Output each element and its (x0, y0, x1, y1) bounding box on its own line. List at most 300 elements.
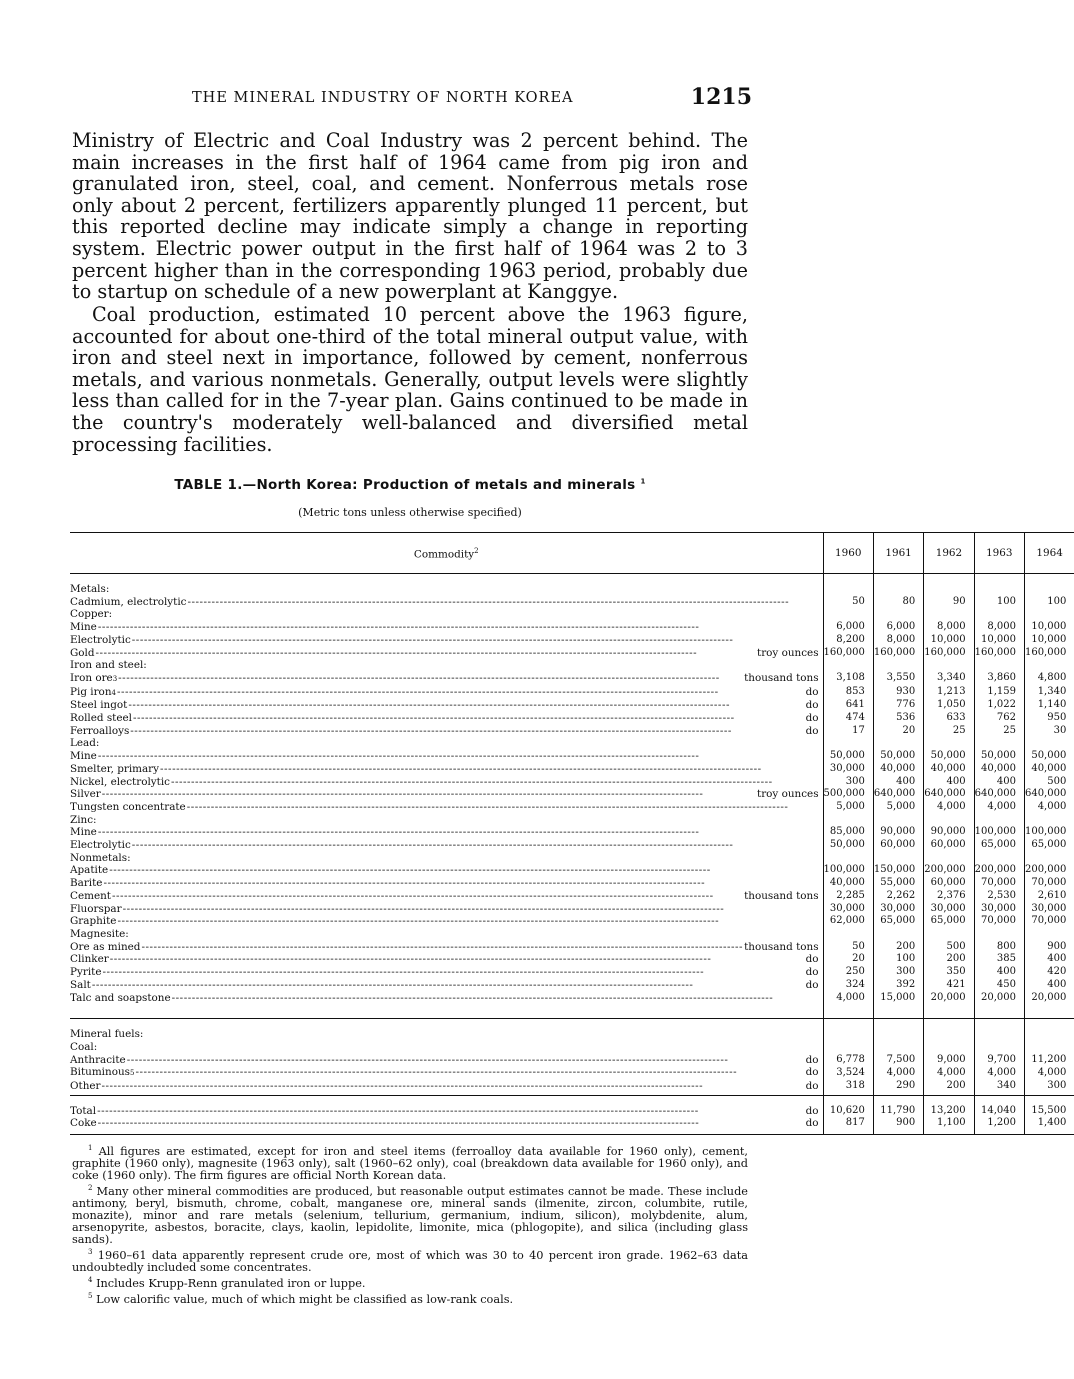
value-cell: 50,000 (873, 750, 923, 763)
value-cell: 30,000 (823, 763, 873, 776)
table-row (70, 672, 1074, 686)
commodity-cell (70, 659, 823, 672)
value-cell: 4,000 (823, 992, 873, 1005)
commodity-name: Steel ingot (70, 699, 128, 712)
value-cell: 50,000 (974, 750, 1024, 763)
table-row (70, 1105, 1074, 1118)
value-cell (924, 1028, 974, 1041)
value-cell (974, 928, 1024, 941)
value-cell: 50,000 (823, 750, 873, 763)
value-cell: 4,000 (1024, 801, 1074, 814)
dot-leader (123, 903, 818, 916)
value-cell (974, 1041, 1024, 1054)
commodity-leader (70, 621, 823, 634)
value-cell: 10,620 (823, 1105, 873, 1118)
value-cell: 8,200 (823, 634, 873, 647)
commodity-cell (70, 596, 823, 609)
value-cell: 400 (924, 776, 974, 789)
table-row (70, 1041, 1074, 1054)
value-cell: 30,000 (1024, 903, 1074, 916)
value-cell (974, 583, 1024, 596)
dot-leader (187, 801, 818, 814)
table-row (70, 928, 1074, 941)
commodity-leader (70, 941, 823, 954)
value-cell (924, 852, 974, 865)
commodity-cell (70, 1041, 823, 1054)
table-row (70, 1028, 1074, 1041)
value-cell: 25 (924, 725, 974, 738)
footnote-mark: 2 (88, 1184, 93, 1193)
commodity-name: Clinker (70, 953, 109, 966)
commodity-leader (70, 1117, 823, 1130)
value-cell (823, 737, 873, 750)
value-cell: 1,100 (924, 1117, 974, 1130)
value-cell: 160,000 (1024, 647, 1074, 660)
commodity-name: Mineral fuels: (70, 1028, 144, 1041)
table-row (70, 634, 1074, 647)
value-cell: 640,000 (974, 788, 1024, 801)
separator-cell (1024, 1019, 1074, 1029)
commodity-cell (70, 672, 823, 686)
separator-cell (924, 1004, 974, 1019)
value-cell: 40,000 (924, 763, 974, 776)
dot-leader (160, 763, 818, 776)
value-cell (924, 659, 974, 672)
value-cell: 30,000 (974, 903, 1024, 916)
running-title: THE MINERAL INDUSTRY OF NORTH KOREA (192, 90, 574, 106)
commodity-name: Electrolytic (70, 633, 131, 646)
commodity-name: Salt (70, 978, 91, 991)
table-row (70, 890, 1074, 903)
table-row (70, 903, 1074, 916)
value-cell: 160,000 (974, 647, 1024, 660)
value-cell (924, 1041, 974, 1054)
separator-cell (70, 1004, 823, 1019)
value-cell: 4,000 (1024, 1066, 1074, 1080)
table-row (70, 953, 1074, 966)
dot-leader (98, 1117, 805, 1130)
value-cell: 15,000 (873, 992, 923, 1005)
value-cell (823, 852, 873, 865)
value-cell: 3,340 (924, 672, 974, 686)
commodity-leader (70, 763, 823, 776)
value-cell: 290 (873, 1080, 923, 1093)
value-cell: 20,000 (924, 992, 974, 1005)
value-cell: 6,000 (823, 621, 873, 634)
commodity-name: Coke (70, 1117, 97, 1130)
value-cell: 4,800 (1024, 672, 1074, 686)
value-cell: 70,000 (1024, 877, 1074, 890)
commodity-leader (70, 596, 823, 609)
table-row (70, 941, 1074, 954)
value-cell: 160,000 (924, 647, 974, 660)
separator-cell (974, 1095, 1024, 1105)
dot-leader (117, 686, 805, 699)
value-cell: 80 (873, 596, 923, 609)
commodity-name: Total (70, 1104, 97, 1117)
value-cell: 65,000 (873, 915, 923, 928)
value-cell: 420 (1024, 966, 1074, 979)
commodity-leader (70, 1080, 823, 1093)
commodity-cell (70, 979, 823, 992)
dot-leader (112, 890, 743, 903)
value-cell (1024, 1028, 1074, 1041)
value-cell: 100,000 (823, 864, 873, 877)
table-row (70, 814, 1074, 827)
footnote (72, 1182, 748, 1246)
commodity-leader (70, 903, 823, 916)
commodity-cell (70, 647, 823, 660)
value-cell: 400 (873, 776, 923, 789)
value-cell (1024, 852, 1074, 865)
commodity-name: Other (70, 1080, 101, 1093)
value-cell: 50 (823, 941, 873, 954)
value-cell: 6,778 (823, 1054, 873, 1067)
value-cell: 350 (924, 966, 974, 979)
value-cell: 65,000 (974, 839, 1024, 852)
value-cell: 62,000 (823, 915, 873, 928)
value-cell: 474 (823, 712, 873, 725)
table-subtitle: (Metric tons unless otherwise specified) (298, 506, 522, 519)
value-cell: 25 (974, 725, 1024, 738)
value-cell: 100,000 (974, 826, 1024, 839)
commodity-cell (70, 890, 823, 903)
commodity-leader (70, 915, 823, 928)
commodity-footnote-mark: 4 (111, 688, 116, 697)
value-cell: 500,000 (823, 788, 873, 801)
commodity-cell (70, 941, 823, 954)
value-cell: 392 (873, 979, 923, 992)
table-row (70, 699, 1074, 712)
commodity-unit: do (805, 685, 819, 698)
dot-leader (172, 992, 818, 1005)
dot-leader (110, 953, 805, 966)
table-row (70, 596, 1074, 609)
commodity-cell (70, 699, 823, 712)
commodity-unit: do (805, 1066, 819, 1079)
value-cell: 817 (823, 1117, 873, 1130)
commodity-cell (70, 928, 823, 941)
value-cell (823, 1041, 873, 1054)
commodity-name: Silver (70, 788, 101, 801)
value-cell: 9,000 (924, 1054, 974, 1067)
commodity-name: Iron and steel: (70, 659, 147, 672)
commodity-name: Copper: (70, 608, 113, 621)
value-cell: 30,000 (823, 903, 873, 916)
commodity-leader (70, 966, 823, 979)
commodity-leader (70, 877, 823, 890)
table-title-footnote-mark: 1 (640, 477, 646, 486)
commodity-unit: troy ounces (757, 788, 819, 801)
value-cell: 17 (823, 725, 873, 738)
footnote (72, 1246, 748, 1274)
dot-leader (109, 864, 817, 877)
value-cell (974, 814, 1024, 827)
value-cell: 318 (823, 1080, 873, 1093)
value-cell: 1,213 (924, 686, 974, 700)
value-cell: 40,000 (823, 877, 873, 890)
commodity-cell (70, 1054, 823, 1067)
value-cell: 70,000 (974, 915, 1024, 928)
value-cell: 60,000 (924, 877, 974, 890)
table-row (70, 864, 1074, 877)
table-row (70, 737, 1074, 750)
commodity-cell (70, 737, 823, 750)
commodity-cell (70, 763, 823, 776)
commodity-leader (70, 890, 823, 903)
dot-leader (135, 1066, 804, 1079)
commodity-name: Magnesite: (70, 927, 129, 940)
commodity-cell (70, 953, 823, 966)
value-cell: 100 (1024, 596, 1074, 609)
value-cell: 900 (1024, 941, 1074, 954)
commodity-unit: do (805, 1117, 819, 1130)
dot-leader (127, 1054, 805, 1067)
table-title-text: TABLE 1.—North Korea: Production of metals and minerals (174, 477, 636, 493)
value-cell: 1,022 (974, 699, 1024, 712)
value-cell: 100 (873, 953, 923, 966)
dot-leader (98, 826, 818, 839)
header-commodity (70, 533, 823, 574)
commodity-leader (70, 864, 823, 877)
value-cell: 70,000 (1024, 915, 1074, 928)
value-cell: 421 (924, 979, 974, 992)
table-row (70, 647, 1074, 660)
commodity-name: Apatite (70, 864, 109, 877)
spacer-row (70, 574, 1074, 584)
separator-cell (974, 1130, 1024, 1135)
header-commodity-footnote-mark: 2 (474, 546, 479, 555)
value-cell (1024, 928, 1074, 941)
commodity-name: Coal: (70, 1040, 98, 1053)
value-cell: 1,050 (924, 699, 974, 712)
separator-cell (70, 1095, 823, 1105)
value-cell (924, 583, 974, 596)
value-cell (873, 852, 923, 865)
commodity-name: Iron ore (70, 671, 113, 684)
commodity-name: Rolled steel (70, 712, 132, 725)
value-cell (1024, 608, 1074, 621)
dot-leader (130, 725, 804, 738)
commodity-unit: do (805, 724, 819, 737)
commodity-cell (70, 903, 823, 916)
dot-leader (98, 750, 818, 763)
commodity-cell (70, 877, 823, 890)
commodity-cell (70, 788, 823, 801)
value-cell: 9,700 (974, 1054, 1024, 1067)
dot-leader (102, 788, 756, 801)
production-table (70, 532, 1074, 1135)
dot-leader (118, 672, 743, 685)
commodity-name: Nickel, electrolytic (70, 775, 170, 788)
table-row (70, 750, 1074, 763)
value-cell (1024, 659, 1074, 672)
paragraph-text: Coal production, estimated 10 percent above the 1963 figure, accounted for about one-third of the total mineral output value, with iron and steel next in importance, followed by cement, nonferrous metals, and various nonmetals. Generally, output levels were slightly less than called for in the 7-year plan. Gains continued to be made in the country's moderately well-balanced and diversified metal processing facilities. (72, 303, 748, 456)
value-cell: 85,000 (823, 826, 873, 839)
separator-cell (70, 1019, 823, 1029)
value-cell: 200,000 (1024, 864, 1074, 877)
value-cell: 200,000 (924, 864, 974, 877)
commodity-name: Lead: (70, 737, 100, 750)
value-cell: 800 (974, 941, 1024, 954)
commodity-name: Electrolytic (70, 839, 131, 852)
page-number: 1215 (690, 84, 752, 110)
separator-cell (924, 1019, 974, 1029)
commodity-cell (70, 801, 823, 814)
value-cell: 2,530 (974, 890, 1024, 903)
footnote-text: Low calorific value, much of which might be classified as low-rank coals. (96, 1292, 514, 1306)
value-cell: 324 (823, 979, 873, 992)
separator-cell (873, 1095, 923, 1105)
dot-leader (171, 776, 818, 789)
value-cell (873, 1028, 923, 1041)
value-cell: 50,000 (823, 839, 873, 852)
table-row (70, 801, 1074, 814)
value-cell: 100 (974, 596, 1024, 609)
value-cell: 90,000 (873, 826, 923, 839)
footnote (72, 1290, 748, 1306)
separator-cell (823, 1019, 873, 1029)
commodity-cell (70, 608, 823, 621)
header-year: 1963 (974, 533, 1024, 574)
value-cell: 400 (1024, 953, 1074, 966)
value-cell: 50,000 (924, 750, 974, 763)
value-cell: 90 (924, 596, 974, 609)
separator-row (70, 1004, 1074, 1019)
commodity-unit: do (805, 978, 819, 991)
commodity-leader (70, 992, 823, 1005)
commodity-leader (70, 788, 823, 801)
table-row (70, 839, 1074, 852)
value-cell: 40,000 (974, 763, 1024, 776)
separator-cell (823, 1095, 873, 1105)
value-cell: 500 (1024, 776, 1074, 789)
table-row (70, 826, 1074, 839)
value-cell: 65,000 (1024, 839, 1074, 852)
table-row (70, 877, 1074, 890)
value-cell: 20 (823, 953, 873, 966)
value-cell: 40,000 (1024, 763, 1074, 776)
value-cell: 1,140 (1024, 699, 1074, 712)
value-cell: 340 (974, 1080, 1024, 1093)
table-row (70, 608, 1074, 621)
value-cell (924, 928, 974, 941)
commodity-cell (70, 915, 823, 928)
table-row (70, 686, 1074, 700)
table-row (70, 621, 1074, 634)
commodity-unit: do (805, 1080, 819, 1093)
value-cell: 4,000 (924, 1066, 974, 1080)
table-row (70, 966, 1074, 979)
dot-leader (96, 647, 756, 660)
value-cell: 2,610 (1024, 890, 1074, 903)
value-cell: 10,000 (1024, 634, 1074, 647)
value-cell: 900 (873, 1117, 923, 1130)
value-cell: 400 (974, 966, 1024, 979)
value-cell: 5,000 (823, 801, 873, 814)
commodity-cell (70, 621, 823, 634)
value-cell: 2,262 (873, 890, 923, 903)
commodity-cell (70, 966, 823, 979)
value-cell (873, 583, 923, 596)
value-cell (823, 583, 873, 596)
dot-leader (103, 877, 817, 890)
separator-cell (873, 1019, 923, 1029)
commodity-name: Zinc: (70, 813, 97, 826)
commodity-unit: thousand tons (744, 889, 819, 902)
value-cell (873, 737, 923, 750)
commodity-unit: thousand tons (744, 671, 819, 684)
value-cell: 8,000 (924, 621, 974, 634)
commodity-cell (70, 992, 823, 1005)
value-cell: 300 (823, 776, 873, 789)
value-cell: 762 (974, 712, 1024, 725)
value-cell: 930 (873, 686, 923, 700)
value-cell: 70,000 (974, 877, 1024, 890)
commodity-leader (70, 826, 823, 839)
commodity-name: Metals: (70, 583, 110, 595)
value-cell (1024, 1041, 1074, 1054)
separator-row (70, 1095, 1074, 1105)
commodity-leader (70, 750, 823, 763)
value-cell: 8,000 (974, 621, 1024, 634)
commodity-name: Anthracite (70, 1053, 126, 1066)
value-cell: 20 (873, 725, 923, 738)
value-cell: 40,000 (873, 763, 923, 776)
paragraph-text: Ministry of Electric and Coal Industry was 2 percent behind. The main increases in the first half of 1964 came from pig iron and granulated iron, steel, coal, and cement. Nonferrous metals rose only about 2 percent, fertilizers apparently plunged 11 percent, but this reported decline may indicate simply a change in reporting system. Electric power output in the first half of 1964 was 2 to 3 percent higher than in the corresponding 1963 period, probably due to startup on schedule of a new powerplant at Kanggye. (72, 129, 748, 304)
commodity-name: Mine (70, 750, 97, 763)
commodity-name: Talc and soapstone (70, 991, 171, 1004)
commodity-cell (70, 686, 823, 700)
value-cell: 10,000 (1024, 621, 1074, 634)
commodity-cell (70, 852, 823, 865)
value-cell (873, 814, 923, 827)
footnote-mark: 3 (88, 1248, 93, 1257)
table-row (70, 979, 1074, 992)
value-cell (873, 659, 923, 672)
commodity-leader (70, 953, 823, 966)
value-cell: 30,000 (924, 903, 974, 916)
value-cell: 450 (974, 979, 1024, 992)
commodity-name: Nonmetals: (70, 851, 131, 864)
commodity-leader (70, 1105, 823, 1118)
commodity-leader (70, 1066, 823, 1080)
value-cell: 160,000 (873, 647, 923, 660)
commodity-name: Mine (70, 621, 97, 634)
value-cell (873, 608, 923, 621)
value-cell: 4,000 (974, 1066, 1024, 1080)
separator-cell (924, 1130, 974, 1135)
value-cell: 100,000 (1024, 826, 1074, 839)
header-year: 1960 (823, 533, 873, 574)
dot-leader (141, 941, 743, 954)
value-cell: 950 (1024, 712, 1074, 725)
footnote-text: 1960–61 data apparently represent crude ore, most of which was 30 to 40 percent iron grade. 1962–63 data undoubtedly included some concentrates. (72, 1249, 749, 1275)
commodity-name: Graphite (70, 915, 117, 928)
value-cell (873, 928, 923, 941)
value-cell: 633 (924, 712, 974, 725)
value-cell: 160,000 (823, 647, 873, 660)
value-cell: 50,000 (1024, 750, 1074, 763)
commodity-cell (70, 1105, 823, 1118)
commodity-name: Cement (70, 889, 111, 902)
commodity-name: Tungsten concentrate (70, 800, 186, 813)
value-cell (924, 608, 974, 621)
commodity-unit: do (805, 1053, 819, 1066)
commodity-leader (70, 672, 823, 686)
separator-cell (1024, 1130, 1074, 1135)
dot-leader (97, 1105, 805, 1118)
